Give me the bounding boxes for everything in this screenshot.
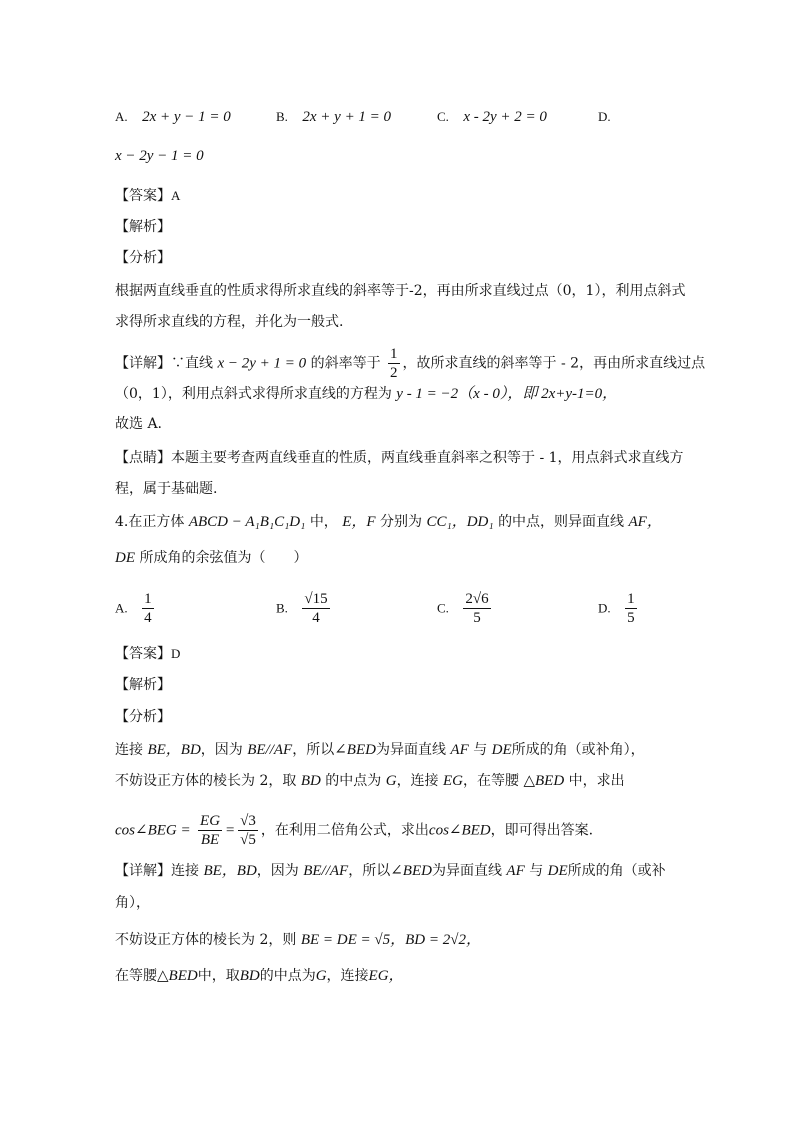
text: ，连接	[396, 773, 439, 789]
edges: CC₁，DD₁	[426, 514, 494, 530]
text: ，因为	[200, 742, 243, 758]
q3-detail-line-1	[115, 345, 705, 382]
fraction-numerator: √15	[304, 591, 328, 607]
option-fraction	[302, 590, 329, 627]
q3-option-c	[437, 107, 547, 127]
text: 与	[473, 742, 488, 758]
math: G	[315, 968, 327, 984]
line-af: AF，	[628, 514, 662, 530]
stem-text: 4.在正方体	[115, 514, 185, 530]
text: 为异面直线	[375, 742, 446, 758]
stem-text: 所成角的余弦值为（ ）	[139, 550, 308, 566]
detail-tag: 【详解】	[115, 355, 171, 372]
q3-detail-line-3: 故选 A.	[115, 416, 163, 432]
q3-detail-line-2	[115, 384, 617, 404]
math: BE//AF	[303, 863, 349, 879]
text: 连接	[115, 742, 143, 758]
text: ，所以	[348, 863, 391, 879]
text: ，所以	[292, 742, 335, 758]
q4-stem-line-2	[115, 548, 307, 568]
text: ，连接	[326, 968, 369, 984]
q4-option-b	[276, 590, 333, 627]
q3-option-d-text	[115, 146, 204, 166]
fraction-numerator: 1	[627, 591, 635, 607]
q4-answer	[115, 644, 180, 664]
text: 所成的角（或补	[567, 863, 666, 879]
option-label: B.	[276, 109, 288, 124]
option-label: A.	[115, 600, 128, 616]
text: 中，求出	[568, 773, 625, 789]
fraction-eg-be	[198, 812, 222, 849]
q4-fenxi-line-3	[115, 812, 593, 849]
answer-value: A	[171, 188, 181, 203]
fraction-denominator: √5	[240, 832, 256, 848]
detail-tag: 【详解】	[115, 863, 171, 879]
q4-detail-line-1	[115, 861, 666, 881]
option-fraction	[142, 590, 154, 627]
stem-text: 中，	[309, 514, 338, 530]
text: ，即可得出答案.	[490, 822, 594, 839]
option-text: x − 2y − 1 = 0	[115, 148, 204, 164]
detail-text: （0，1），利用点斜式求得所求直线的方程为	[115, 386, 392, 402]
math: BD	[300, 773, 321, 789]
option-label: D.	[598, 109, 611, 124]
math: cos∠BEG =	[115, 822, 191, 839]
text: 所成的角（或补角），	[511, 742, 645, 758]
math: ∠BED	[390, 863, 432, 879]
detail-equation: y - 1 = −2（x - 0），即 2x+y-1=0，	[396, 386, 618, 402]
math: EG，	[368, 968, 404, 984]
option-label: A.	[115, 109, 128, 124]
review-text: 本题主要考查两直线垂直的性质，两直线垂直斜率之积等于 - 1，用点斜式求直线方	[171, 450, 684, 466]
q3-fenxi-tag: 【分析】	[115, 250, 171, 266]
line-de: DE	[115, 550, 135, 566]
fraction-numerator: 1	[144, 591, 152, 607]
q3-fenxi-line-1: 根据两直线垂直的性质求得所求直线的斜率等于-2，再由所求直线过点（0，1），利用点斜式	[115, 283, 686, 299]
line-equation: x − 2y + 1 = 0	[217, 355, 307, 372]
q4-fenxi-line-1	[115, 740, 645, 760]
review-tag: 【点睛】	[115, 450, 171, 466]
fraction-one-half	[388, 345, 400, 382]
fraction-root3-root5	[238, 812, 258, 849]
q4-option-a	[115, 590, 157, 627]
text: 的中点为	[259, 968, 316, 984]
q3-analysis-tag: 【解析】	[115, 219, 171, 235]
option-fraction	[625, 590, 637, 627]
math: DE	[547, 863, 568, 879]
answer-value: D	[171, 646, 181, 661]
fraction-denominator: 4	[312, 610, 320, 626]
option-text: x - 2y + 2 = 0	[463, 109, 547, 125]
q3-option-a	[115, 107, 231, 127]
math: DE	[491, 742, 512, 758]
q3-review-line-1	[115, 448, 684, 468]
points-ef: E，F	[342, 514, 376, 530]
math: AF	[506, 863, 525, 879]
q3-fenxi-line-2: 求得所求直线的方程，并化为一般式.	[115, 314, 344, 330]
text: 不妨设正方体的棱长为 2，取	[115, 773, 297, 789]
detail-text: ，故所求直线的斜率等于 - 2，再由所求直线过点	[402, 355, 706, 372]
math: AF	[450, 742, 469, 758]
text: 中，取	[197, 968, 240, 984]
math: ∠BED	[334, 742, 376, 758]
stem-text: 分别为	[380, 514, 423, 530]
option-label: D.	[598, 600, 611, 616]
math: EG	[443, 773, 464, 789]
math: G	[385, 773, 397, 789]
answer-tag: 【答案】	[115, 646, 171, 662]
math: cos∠BED	[428, 822, 491, 839]
fraction-denominator: 4	[144, 610, 152, 626]
math: BE = DE = √5，BD = 2√2，	[300, 932, 481, 948]
text: ，在利用二倍角公式，求出	[260, 822, 429, 839]
fraction-denominator: 5	[627, 610, 635, 626]
q3-answer	[115, 186, 180, 206]
fraction-numerator: √3	[240, 813, 256, 829]
q4-fenxi-tag: 【分析】	[115, 709, 171, 725]
fraction-numerator: 2√6	[465, 591, 489, 607]
text: 的中点为	[325, 773, 382, 789]
detail-text: ∵直线	[171, 355, 213, 372]
fraction-denominator: BE	[200, 832, 220, 848]
text: 连接	[171, 863, 199, 879]
q3-review-line-2: 程，属于基础题.	[115, 481, 218, 497]
math: BE//AF	[247, 742, 293, 758]
fraction-denominator: 2	[390, 365, 398, 381]
math: △BED	[523, 773, 565, 789]
text: 不妨设正方体的棱长为 2，则	[115, 932, 297, 948]
fraction-denominator: 5	[473, 610, 481, 626]
text: ，因为	[256, 863, 299, 879]
q4-option-d	[598, 590, 640, 627]
q4-detail-line-2: 角），	[115, 895, 150, 911]
q4-analysis-tag: 【解析】	[115, 677, 171, 693]
q4-stem-line-1	[115, 512, 662, 532]
q3-option-d	[598, 107, 611, 127]
answer-tag: 【答案】	[115, 188, 171, 204]
text: 与	[529, 863, 544, 879]
math: BD	[239, 968, 260, 984]
text: 在等腰	[115, 968, 157, 984]
detail-text: 的斜率等于	[310, 355, 381, 372]
q4-fenxi-line-2	[115, 771, 625, 791]
math: △BED	[157, 968, 198, 984]
math: =	[225, 822, 236, 839]
cube-name: ABCD − A₁B₁C₁D₁	[188, 514, 306, 530]
q3-option-b	[276, 107, 391, 127]
math: BE，BD	[203, 863, 257, 879]
q4-detail-line-4	[115, 966, 404, 986]
fraction-numerator: 1	[390, 346, 398, 362]
option-text: 2x + y + 1 = 0	[302, 109, 392, 125]
option-label: C.	[437, 109, 449, 124]
option-text: 2x + y − 1 = 0	[142, 109, 231, 125]
q4-detail-line-3	[115, 930, 481, 950]
option-label: B.	[276, 600, 288, 616]
fraction-numerator: EG	[200, 813, 221, 829]
q4-option-c	[437, 590, 494, 627]
option-fraction	[463, 590, 490, 627]
math: BE，BD	[147, 742, 201, 758]
text: 为异面直线	[431, 863, 502, 879]
text: ，在等腰	[463, 773, 520, 789]
option-label: C.	[437, 600, 449, 616]
stem-text: 的中点，则异面直线	[498, 514, 625, 530]
